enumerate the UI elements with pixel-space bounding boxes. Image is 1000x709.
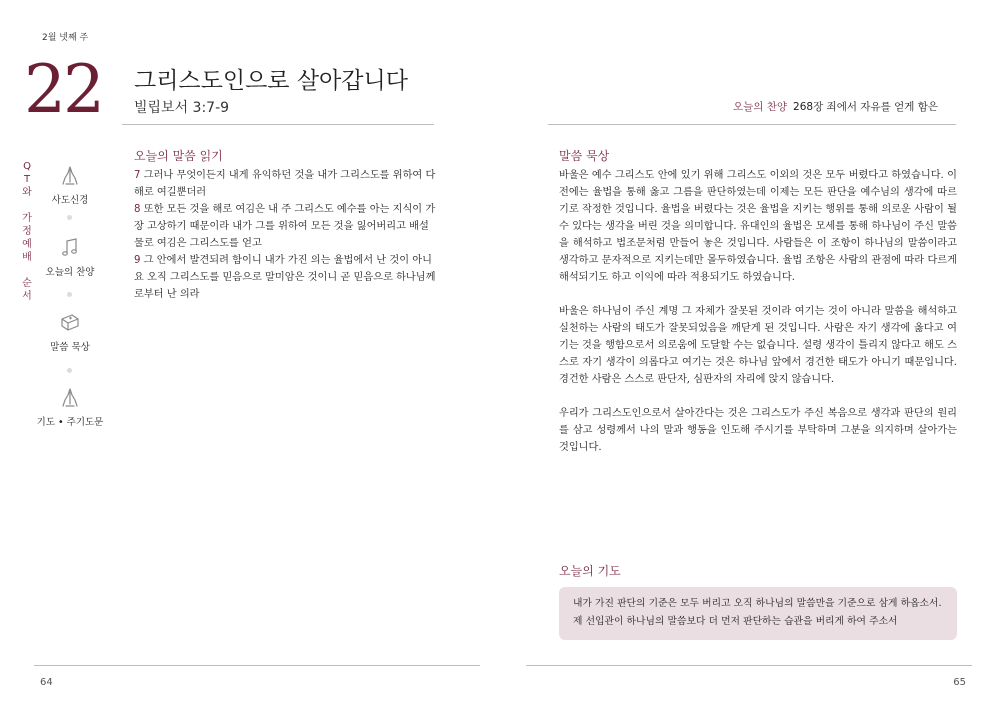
vtitle-char: 와 <box>22 187 32 198</box>
vtitle-char: Q <box>23 161 31 172</box>
sidebar-item-prayer[interactable] <box>36 386 104 428</box>
sidebar-dot <box>67 292 72 297</box>
meditation-paragraph: 바울은 예수 그리스도 안에 있기 위해 그리스도 이외의 것은 모두 버렸다고 하였습니다. 이전에는 율법을 통해 옳고 그름을 판단하였는데 이제는 모든 판단을 예수님의 생각에 따르기로 작정한 것입니다. 율법을 버렸다는 것은 율법을 지키는 행위를 통해 의로운 사람이 될 수 있다는 생각을 버린 것을 의미합니다. 유대인의 율법은 모세를 통해 하나님이 주신 말씀을 해석하고 법조문처럼 만들어 놓은 것입니다. 사람들은 이 조항이 하나님의 말씀이라고 생각하고 문자적으로 지키는데만 몰두하였습니다. 율법 조항은 사람의 관점에 따라 다르게 해석되기도 하고 이익에 따라 적용되기도 하였습니다. <box>559 170 957 283</box>
scripture-reading <box>134 167 438 303</box>
verse-number: 8 <box>134 204 141 215</box>
hymn-label: 오늘의 찬양 <box>732 101 788 113</box>
reading-heading: 오늘의 말씀 읽기 <box>134 149 223 163</box>
vtitle-char: 정 <box>22 226 32 237</box>
page-title: 그리스도인으로 살아갑니다 <box>134 68 408 94</box>
praying-hands-icon <box>58 164 82 188</box>
prayer-heading: 오늘의 기도 <box>559 564 621 578</box>
footer-divider-left <box>34 665 480 666</box>
page-number-right: 65 <box>953 677 966 688</box>
sidebar-item-label: 말씀 묵상 <box>50 342 90 353</box>
sidebar-item-label: 기도 • 주기도문 <box>36 417 104 428</box>
vtitle-char: 배 <box>22 252 32 263</box>
sidebar-dot <box>67 215 72 220</box>
music-note-icon <box>58 236 82 260</box>
sidebar-item-creed[interactable] <box>36 164 104 206</box>
verse-text: 그러나 무엇이든지 내게 유익하던 것을 내가 그리스도를 위하여 다 해로 여길뿐더러 <box>134 170 436 198</box>
week-label: 2월 넷째 주 <box>42 33 89 43</box>
vtitle-gap <box>20 199 34 212</box>
header-divider-right <box>548 124 956 125</box>
vertical-title <box>20 160 34 303</box>
sidebar-item-meditation[interactable] <box>36 311 104 353</box>
sidebar-item-label: 사도신경 <box>51 195 89 206</box>
vtitle-char: 가 <box>22 213 32 224</box>
vtitle-gap <box>20 264 34 277</box>
scripture-reference: 빌립보서 3:7-9 <box>134 100 230 116</box>
header-divider-left <box>122 124 434 125</box>
prayer-line: 내가 가진 판단의 기준은 모두 버리고 오직 하나님의 말씀만을 기준으로 삼게 하옵소서. <box>573 598 942 609</box>
bible-book-icon <box>58 311 82 335</box>
vtitle-char: T <box>23 174 31 185</box>
prayer-line: 제 선입관이 하나님의 말씀보다 더 먼저 판단하는 습관을 버리게 하여 주소서 <box>573 616 898 627</box>
verse <box>134 252 438 303</box>
verse <box>134 201 438 252</box>
day-number: 22 <box>24 51 102 128</box>
sidebar-item-hymn[interactable] <box>36 236 104 278</box>
praying-hands-icon <box>58 386 82 410</box>
meditation-body <box>559 167 957 473</box>
vtitle-char: 서 <box>22 291 32 302</box>
page-number-left: 64 <box>40 677 53 688</box>
meditation-paragraph: 우리가 그리스도인으로서 살아간다는 것은 그리스도가 주신 복음으로 생각과 판단의 원리를 삼고 성령께서 나의 말과 행동을 인도해 주시기를 부탁하며 그분을 의지하며 살아가는 것입니다. <box>559 408 957 453</box>
meditation-heading: 말씀 묵상 <box>559 149 610 163</box>
vtitle-char: 예 <box>22 239 32 250</box>
prayer-box <box>559 587 957 640</box>
verse <box>134 167 438 201</box>
sidebar-dot <box>67 368 72 373</box>
vtitle-char: 순 <box>22 278 32 289</box>
sidebar-item-label: 오늘의 찬양 <box>45 267 95 278</box>
verse-text: 또한 모든 것을 해로 여김은 내 주 그리스도 예수를 아는 지식이 가장 고상하기 때문이라 내가 그를 위하여 모든 것을 잃어버리고 배설물로 여김은 그리스도를 얻고 <box>134 204 436 249</box>
verse-number: 9 <box>134 255 141 266</box>
hymn-value: 268장 죄에서 자유를 얻게 함은 <box>793 101 938 113</box>
footer-divider-right <box>526 665 972 666</box>
hymn-info <box>733 99 938 114</box>
meditation-paragraph: 바울은 하나님이 주신 계명 그 자체가 잘못된 것이라 여기는 것이 아니라 말씀을 해석하고 실천하는 사람의 태도가 잘못되었음을 깨닫게 된 것입니다. 사람은 자기 생각에 옳다고 여기는 것을 행함으로서 의로움에 도달할 수는 없습니다. 설령 생각이 틀리지 않다고 해도 스스로 자기 생각이 의롭다고 여기는 것은 하나님 앞에서 경건한 태도가 아니기 때문입니다. 경건한 사람은 스스로 판단자, 심판자의 자리에 앉지 않습니다. <box>559 306 957 385</box>
verse-number: 7 <box>134 170 141 181</box>
verse-text: 그 안에서 발견되려 함이니 내가 가진 의는 율법에서 난 것이 아니요 오직 그리스도를 믿음으로 말미암은 것이니 곧 믿음으로 하나님께로부터 난 의라 <box>134 255 436 300</box>
